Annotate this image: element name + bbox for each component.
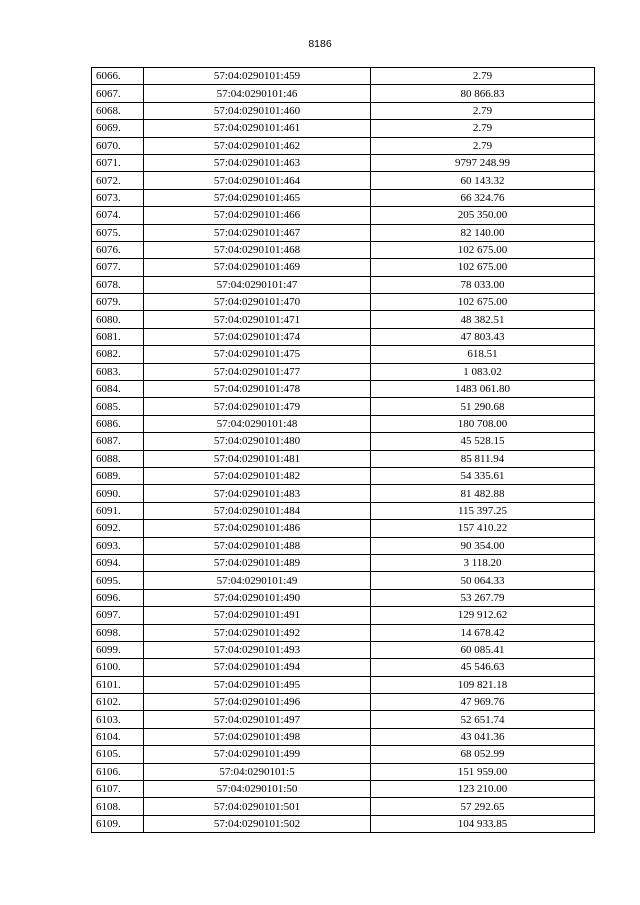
table-row [92, 537, 595, 554]
value-cell: 618.51 [371, 346, 595, 363]
table-row [92, 433, 595, 450]
row-number: 6106. [92, 763, 144, 780]
row-number: 6082. [92, 346, 144, 363]
cadastral-number: 57:04:0290101:489 [144, 554, 371, 571]
value-cell: 102 675.00 [371, 259, 595, 276]
table-row [92, 485, 595, 502]
table-row [92, 241, 595, 258]
cadastral-number: 57:04:0290101:466 [144, 207, 371, 224]
value-cell: 1 083.02 [371, 363, 595, 380]
table-row [92, 798, 595, 815]
table-row [92, 676, 595, 693]
cadastral-number: 57:04:0290101:47 [144, 276, 371, 293]
cadastral-number: 57:04:0290101:484 [144, 502, 371, 519]
value-cell: 53 267.79 [371, 589, 595, 606]
cadastral-number: 57:04:0290101:483 [144, 485, 371, 502]
table-row [92, 328, 595, 345]
cadastral-number: 57:04:0290101:478 [144, 381, 371, 398]
cadastral-number: 57:04:0290101:493 [144, 641, 371, 658]
value-cell: 3 118.20 [371, 554, 595, 571]
table-row [92, 381, 595, 398]
row-number: 6066. [92, 68, 144, 85]
cadastral-number: 57:04:0290101:470 [144, 294, 371, 311]
table-body [92, 68, 595, 833]
table-row [92, 68, 595, 85]
page-number: 8186 [308, 38, 332, 50]
value-cell: 180 708.00 [371, 415, 595, 432]
value-cell: 45 546.63 [371, 659, 595, 676]
value-cell: 104 933.85 [371, 815, 595, 832]
row-number: 6085. [92, 398, 144, 415]
value-cell: 9797 248.99 [371, 154, 595, 171]
value-cell: 205 350.00 [371, 207, 595, 224]
cadastral-number: 57:04:0290101:488 [144, 537, 371, 554]
value-cell: 47 803.43 [371, 328, 595, 345]
cadastral-number: 57:04:0290101:465 [144, 189, 371, 206]
value-cell: 50 064.33 [371, 572, 595, 589]
row-number: 6100. [92, 659, 144, 676]
table-row [92, 189, 595, 206]
row-number: 6099. [92, 641, 144, 658]
row-number: 6089. [92, 467, 144, 484]
table-row [92, 120, 595, 137]
value-cell: 1483 061.80 [371, 381, 595, 398]
cadastral-number: 57:04:0290101:499 [144, 746, 371, 763]
table-row [92, 154, 595, 171]
row-number: 6074. [92, 207, 144, 224]
cadastral-number: 57:04:0290101:482 [144, 467, 371, 484]
value-cell: 123 210.00 [371, 781, 595, 798]
value-cell: 45 528.15 [371, 433, 595, 450]
row-number: 6080. [92, 311, 144, 328]
value-cell: 52 651.74 [371, 711, 595, 728]
row-number: 6083. [92, 363, 144, 380]
row-number: 6068. [92, 102, 144, 119]
row-number: 6105. [92, 746, 144, 763]
table-row [92, 694, 595, 711]
cadastral-number: 57:04:0290101:48 [144, 415, 371, 432]
cadastral-number: 57:04:0290101:479 [144, 398, 371, 415]
value-cell: 109 821.18 [371, 676, 595, 693]
value-cell: 2.79 [371, 120, 595, 137]
table-row [92, 363, 595, 380]
row-number: 6073. [92, 189, 144, 206]
cadastral-number: 57:04:0290101:467 [144, 224, 371, 241]
table-row [92, 415, 595, 432]
row-number: 6078. [92, 276, 144, 293]
cadastral-number: 57:04:0290101:494 [144, 659, 371, 676]
table-row [92, 502, 595, 519]
value-cell: 115 397.25 [371, 502, 595, 519]
value-cell: 102 675.00 [371, 294, 595, 311]
row-number: 6109. [92, 815, 144, 832]
cadastral-number: 57:04:0290101:5 [144, 763, 371, 780]
cadastral-number: 57:04:0290101:460 [144, 102, 371, 119]
cadastral-number: 57:04:0290101:46 [144, 85, 371, 102]
value-cell: 57 292.65 [371, 798, 595, 815]
table-row [92, 624, 595, 641]
row-number: 6093. [92, 537, 144, 554]
cadastral-table [91, 67, 595, 833]
value-cell: 82 140.00 [371, 224, 595, 241]
cadastral-number: 57:04:0290101:486 [144, 520, 371, 537]
value-cell: 43 041.36 [371, 728, 595, 745]
cadastral-number: 57:04:0290101:474 [144, 328, 371, 345]
row-number: 6072. [92, 172, 144, 189]
value-cell: 157 410.22 [371, 520, 595, 537]
row-number: 6103. [92, 711, 144, 728]
row-number: 6079. [92, 294, 144, 311]
cadastral-number: 57:04:0290101:497 [144, 711, 371, 728]
cadastral-number: 57:04:0290101:495 [144, 676, 371, 693]
table-row [92, 398, 595, 415]
row-number: 6084. [92, 381, 144, 398]
cadastral-number: 57:04:0290101:492 [144, 624, 371, 641]
row-number: 6087. [92, 433, 144, 450]
value-cell: 81 482.88 [371, 485, 595, 502]
value-cell: 90 354.00 [371, 537, 595, 554]
cadastral-number: 57:04:0290101:468 [144, 241, 371, 258]
row-number: 6088. [92, 450, 144, 467]
row-number: 6090. [92, 485, 144, 502]
value-cell: 102 675.00 [371, 241, 595, 258]
table-row [92, 641, 595, 658]
cadastral-number: 57:04:0290101:475 [144, 346, 371, 363]
cadastral-number: 57:04:0290101:477 [144, 363, 371, 380]
table-row [92, 450, 595, 467]
table-row [92, 781, 595, 798]
value-cell: 60 143.32 [371, 172, 595, 189]
row-number: 6101. [92, 676, 144, 693]
table-row [92, 815, 595, 832]
row-number: 6086. [92, 415, 144, 432]
value-cell: 2.79 [371, 102, 595, 119]
table-row [92, 711, 595, 728]
value-cell: 66 324.76 [371, 189, 595, 206]
table-row [92, 85, 595, 102]
row-number: 6108. [92, 798, 144, 815]
row-number: 6081. [92, 328, 144, 345]
value-cell: 2.79 [371, 68, 595, 85]
table-row [92, 763, 595, 780]
cadastral-number: 57:04:0290101:464 [144, 172, 371, 189]
row-number: 6107. [92, 781, 144, 798]
value-cell: 60 085.41 [371, 641, 595, 658]
cadastral-number: 57:04:0290101:462 [144, 137, 371, 154]
value-cell: 85 811.94 [371, 450, 595, 467]
cadastral-number: 57:04:0290101:480 [144, 433, 371, 450]
row-number: 6098. [92, 624, 144, 641]
cadastral-number: 57:04:0290101:491 [144, 607, 371, 624]
table-row [92, 659, 595, 676]
table-row [92, 346, 595, 363]
table-row [92, 294, 595, 311]
table-row [92, 137, 595, 154]
row-number: 6076. [92, 241, 144, 258]
value-cell: 51 290.68 [371, 398, 595, 415]
table-row [92, 276, 595, 293]
value-cell: 80 866.83 [371, 85, 595, 102]
cadastral-number: 57:04:0290101:463 [144, 154, 371, 171]
row-number: 6069. [92, 120, 144, 137]
table-row [92, 572, 595, 589]
row-number: 6102. [92, 694, 144, 711]
cadastral-number: 57:04:0290101:461 [144, 120, 371, 137]
table-row [92, 207, 595, 224]
table-row [92, 589, 595, 606]
table-row [92, 520, 595, 537]
value-cell: 48 382.51 [371, 311, 595, 328]
cadastral-number: 57:04:0290101:481 [144, 450, 371, 467]
cadastral-number: 57:04:0290101:49 [144, 572, 371, 589]
table-row [92, 554, 595, 571]
row-number: 6091. [92, 502, 144, 519]
cadastral-number: 57:04:0290101:498 [144, 728, 371, 745]
value-cell: 54 335.61 [371, 467, 595, 484]
value-cell: 47 969.76 [371, 694, 595, 711]
row-number: 6077. [92, 259, 144, 276]
row-number: 6096. [92, 589, 144, 606]
value-cell: 78 033.00 [371, 276, 595, 293]
table-row [92, 607, 595, 624]
row-number: 6104. [92, 728, 144, 745]
row-number: 6097. [92, 607, 144, 624]
value-cell: 129 912.62 [371, 607, 595, 624]
value-cell: 2.79 [371, 137, 595, 154]
table-row [92, 172, 595, 189]
row-number: 6094. [92, 554, 144, 571]
cadastral-number: 57:04:0290101:50 [144, 781, 371, 798]
row-number: 6092. [92, 520, 144, 537]
table-row [92, 102, 595, 119]
cadastral-number: 57:04:0290101:502 [144, 815, 371, 832]
cadastral-number: 57:04:0290101:496 [144, 694, 371, 711]
cadastral-number: 57:04:0290101:490 [144, 589, 371, 606]
row-number: 6075. [92, 224, 144, 241]
cadastral-number: 57:04:0290101:459 [144, 68, 371, 85]
row-number: 6071. [92, 154, 144, 171]
cadastral-number: 57:04:0290101:471 [144, 311, 371, 328]
table-row [92, 311, 595, 328]
table-row [92, 259, 595, 276]
row-number: 6095. [92, 572, 144, 589]
row-number: 6070. [92, 137, 144, 154]
cadastral-number: 57:04:0290101:469 [144, 259, 371, 276]
table-row [92, 467, 595, 484]
table-row [92, 746, 595, 763]
value-cell: 14 678.42 [371, 624, 595, 641]
cadastral-number: 57:04:0290101:501 [144, 798, 371, 815]
value-cell: 68 052.99 [371, 746, 595, 763]
table-row [92, 224, 595, 241]
value-cell: 151 959.00 [371, 763, 595, 780]
row-number: 6067. [92, 85, 144, 102]
table-row [92, 728, 595, 745]
